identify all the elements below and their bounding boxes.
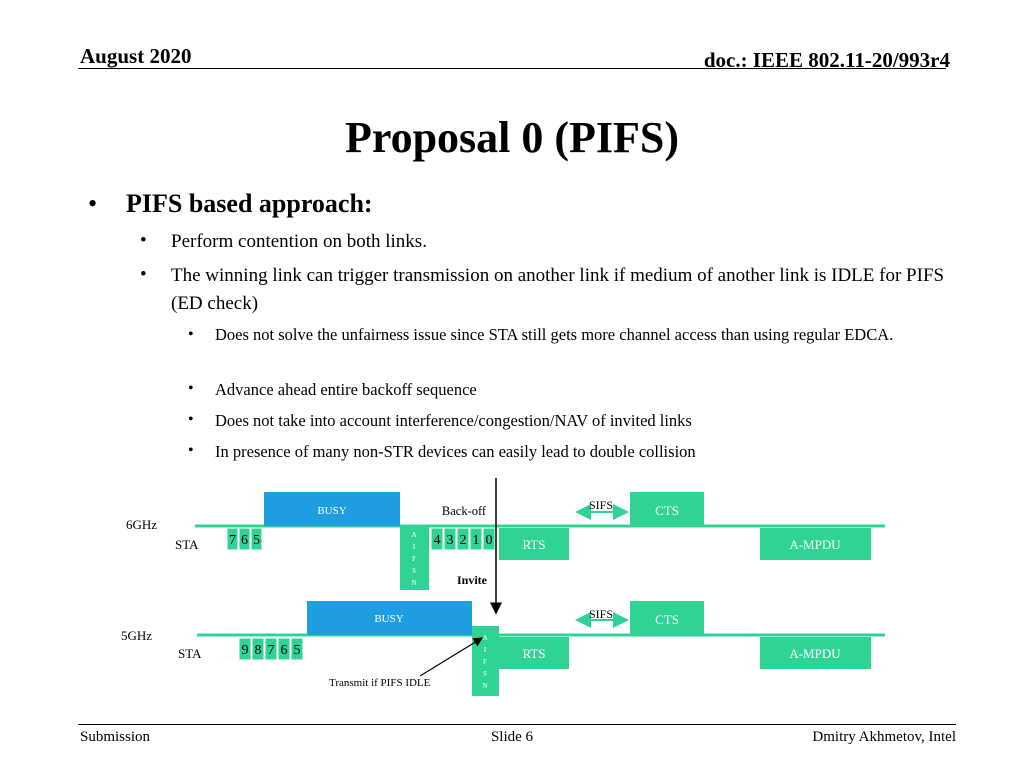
bullet-dot: • — [188, 326, 194, 343]
svg-text:I: I — [483, 646, 487, 654]
svg-text:A: A — [411, 531, 417, 539]
svg-text:A: A — [482, 634, 488, 642]
header-doc-id: doc.: IEEE 802.11-20/993r4 — [703, 48, 950, 72]
bullet-level3-item: In presence of many non-STR devices can easily lead to double collision — [215, 442, 696, 461]
busy-label-5ghz: BUSY — [374, 613, 404, 625]
bullet-dot: • — [188, 411, 194, 428]
header-divider — [78, 68, 946, 69]
rts-label-5ghz: RTS — [522, 646, 546, 661]
backoff-count: 2 — [459, 533, 467, 548]
svg-text:S: S — [412, 567, 416, 575]
backoff-counter-6ghz-after — [431, 528, 495, 550]
sifs-label-6ghz: SIFS — [588, 498, 614, 512]
bullet-level3-item: Does not take into account interference/congestion/NAV of invited links — [215, 411, 692, 430]
band-label-5ghz: 5GHz — [121, 628, 153, 643]
transmit-note: Transmit if PIFS IDLE — [329, 677, 431, 689]
svg-text:I: I — [412, 543, 416, 551]
backoff-count: 0 — [485, 533, 493, 548]
bullet-dot: • — [88, 189, 98, 218]
bullet-dot: • — [140, 264, 147, 285]
backoff-count: 9 — [241, 643, 249, 658]
sifs-label-5ghz: SIFS — [588, 607, 614, 621]
footer-divider — [78, 724, 956, 725]
backoff-counter-6ghz-before — [227, 528, 262, 550]
bullet-level3-item: Advance ahead entire backoff sequence — [215, 380, 477, 399]
backoff-count: 6 — [280, 643, 288, 658]
backoff-count: 3 — [446, 533, 454, 548]
svg-text:F: F — [412, 555, 416, 563]
invite-label: Invite — [457, 573, 487, 587]
bullet-level2-item: Perform contention on both links. — [171, 231, 427, 252]
bullet-dot: • — [140, 230, 147, 251]
backoff-count: 7 — [267, 643, 275, 658]
timing-diagram — [0, 470, 1024, 710]
ampdu-label-5ghz: A-MPDU — [789, 646, 841, 661]
bullet-dot: • — [188, 442, 194, 459]
header-date: August 2020 — [80, 44, 192, 68]
ampdu-label-6ghz: A-MPDU — [789, 537, 841, 552]
backoff-counter-5ghz — [239, 638, 303, 660]
backoff-count: 7 — [229, 533, 236, 548]
sta-label-5ghz: STA — [178, 646, 202, 661]
bullet-level2-item: The winning link can trigger transmission on another link if medium of another link is IDLE for PIFS (ED check) — [171, 265, 945, 314]
bullet-level3-item: Does not solve the unfairness issue since STA still gets more channel access than using regular EDCA. — [215, 325, 894, 344]
backoff-count: 5 — [293, 643, 301, 658]
slide-title: Proposal 0 (PIFS) — [344, 113, 680, 162]
backoff-count: 8 — [254, 643, 262, 658]
footer-author: Dmitry Akhmetov, Intel — [812, 729, 956, 745]
svg-text:S: S — [483, 670, 487, 678]
backoff-count: 4 — [433, 533, 441, 548]
footer-submission: Submission — [80, 729, 151, 745]
svg-text:F: F — [483, 658, 487, 666]
rts-label-6ghz: RTS — [522, 537, 546, 552]
bullet-dot: • — [188, 380, 194, 397]
footer-slide-number: Slide 6 — [490, 729, 534, 745]
backoff-label: Back-off — [441, 504, 487, 518]
band-label-6ghz: 6GHz — [126, 517, 158, 532]
sta-label-6ghz: STA — [175, 537, 199, 552]
cts-label-5ghz: CTS — [655, 612, 679, 627]
cts-label-6ghz: CTS — [655, 503, 679, 518]
busy-label-6ghz: BUSY — [317, 505, 347, 517]
backoff-count: 6 — [241, 533, 248, 548]
svg-text:N: N — [411, 579, 417, 587]
svg-text:N: N — [482, 682, 488, 690]
backoff-count: 1 — [472, 533, 480, 548]
backoff-count: 5 — [253, 533, 260, 548]
bullet-level1: PIFS based approach: — [126, 189, 373, 218]
